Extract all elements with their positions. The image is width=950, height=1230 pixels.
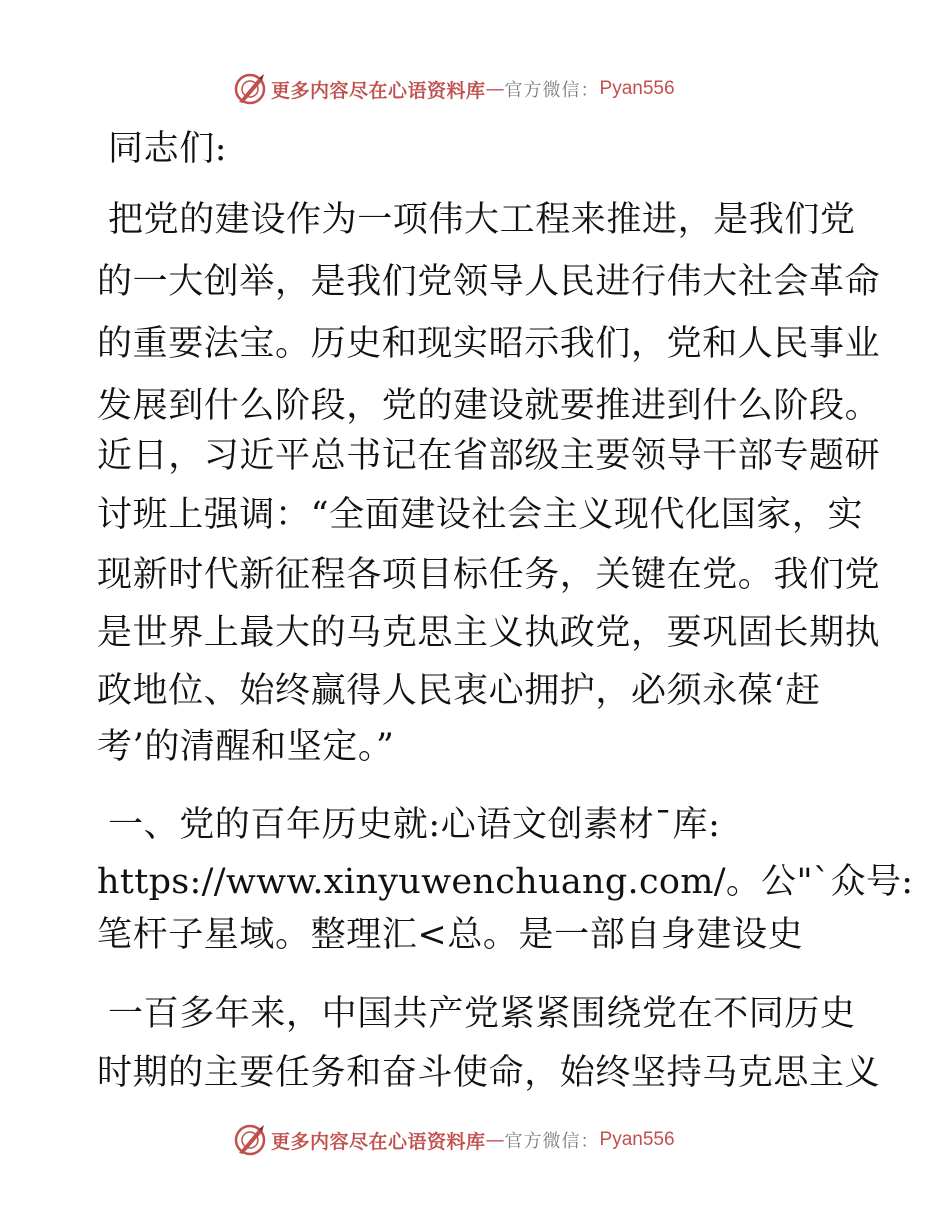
heading-1-line-3: 笔杆子星域。整理汇<总。是一部自身建设史 [97,915,804,955]
greeting: 同志们: [108,129,228,169]
paragraph-1-line-7: 现新时代新征程各项目标任务，关键在党。我们党 [97,555,881,595]
banner-separator: — [485,1129,505,1151]
paragraph-1-line-6: 讨班上强调：“全面建设社会主义现代化国家，实 [97,495,864,535]
footer-watermark-banner [233,1123,675,1157]
heading-1-line-1: 一、党的百年历史就:心语文创素材¯库: [108,805,721,845]
paragraph-1-line-10: 考’的清醒和坚定。” [97,727,395,767]
quill-logo-icon [233,1123,267,1157]
banner-site-text: 更多内容尽在心语资料库 [271,79,486,102]
banner-site-text: 更多内容尽在心语资料库 [271,1130,486,1153]
banner-wechat-id: Pyan556 [599,1129,675,1150]
paragraph-2-line-2: 时期的主要任务和奋斗使命，始终坚持马克思主义 [97,1053,881,1093]
paragraph-1-line-8: 是世界上最大的马克思主义执政党，要巩固长期执 [97,613,881,653]
paragraph-1-line-9: 政地位、始终赢得人民衷心拥护，必须永葆‘赶 [97,671,821,711]
banner-separator: — [485,78,505,100]
banner-wechat-label: 官方微信： [504,1131,600,1152]
heading-1-line-2: https://www.xinyuwenchuang.com/。公"`众号: [97,862,914,902]
paragraph-1-line-1: 把党的建设作为一项伟大工程来推进，是我们党 [108,200,856,240]
header-watermark-banner [233,72,675,106]
paragraph-1-line-3: 的重要法宝。历史和现实昭示我们，党和人民事业 [97,324,881,364]
quill-logo-icon [233,72,267,106]
paragraph-1-line-4: 发展到什么阶段，党的建设就要推进到什么阶段。 [97,386,881,426]
paragraph-2-line-1: 一百多年来，中国共产党紧紧围绕党在不同历史 [108,994,856,1034]
banner-wechat-label: 官方微信： [504,80,600,101]
banner-wechat-id: Pyan556 [599,78,675,99]
paragraph-1-line-5: 近日，习近平总书记在省部级主要领导干部专题研 [97,436,881,476]
paragraph-1-line-2: 的一大创举，是我们党领导人民进行伟大社会革命 [97,262,881,302]
